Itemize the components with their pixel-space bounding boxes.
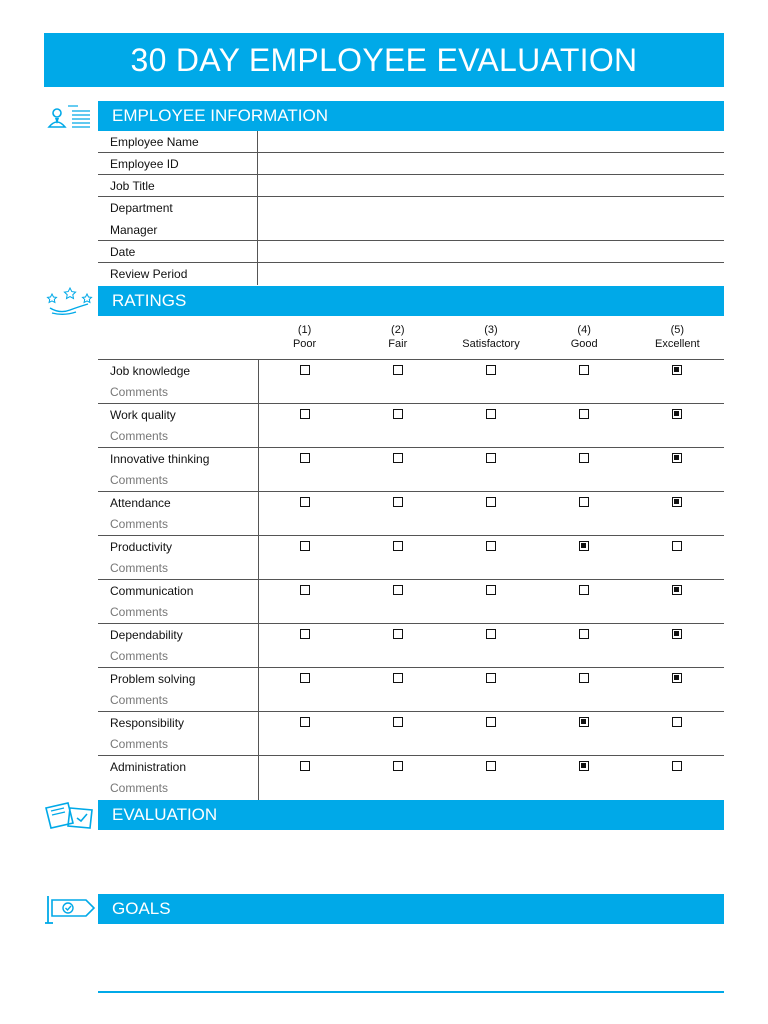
rating-checkbox-1[interactable] <box>300 453 310 463</box>
rating-checkbox-3[interactable] <box>486 585 496 595</box>
info-label: Employee Name <box>98 131 258 152</box>
rating-row <box>98 624 724 668</box>
scale-col-3 <box>444 323 537 359</box>
rating-cell <box>538 409 631 419</box>
section-ratings: RATINGS <box>98 286 724 316</box>
rating-cell <box>538 761 631 771</box>
rating-cell <box>538 717 631 727</box>
rating-checkbox-3[interactable] <box>486 717 496 727</box>
section-employee-information: EMPLOYEE INFORMATION <box>98 101 724 131</box>
department-field[interactable] <box>258 197 724 219</box>
scale-number: (2) <box>391 324 405 336</box>
rating-row <box>98 756 724 800</box>
rating-checkbox-group <box>258 629 724 639</box>
rating-checkbox-2[interactable] <box>393 717 403 727</box>
rating-cell <box>538 541 631 551</box>
rating-cell <box>444 453 537 463</box>
stars-hand-icon <box>44 286 96 316</box>
rating-checkbox-5[interactable] <box>672 541 682 551</box>
rating-cell <box>258 409 351 419</box>
info-label: Job Title <box>98 175 258 196</box>
rating-cell <box>444 365 537 375</box>
scale-label: Satisfactory <box>462 338 520 350</box>
comments-field[interactable]: Comments <box>110 385 169 399</box>
rating-cell <box>351 585 444 595</box>
rating-cell <box>631 717 724 727</box>
rating-cell <box>351 629 444 639</box>
info-label: Review Period <box>98 263 258 285</box>
rating-cell <box>444 761 537 771</box>
rating-checkbox-group <box>258 409 724 419</box>
rating-checkbox-3[interactable] <box>486 673 496 683</box>
review-period-field[interactable] <box>258 263 724 285</box>
rating-criterion-label: Responsibility <box>110 716 185 730</box>
rating-checkbox-3[interactable] <box>486 453 496 463</box>
rating-cell <box>444 585 537 595</box>
rating-checkbox-4[interactable] <box>579 409 589 419</box>
rating-checkbox-5[interactable] <box>672 629 682 639</box>
rating-checkbox-group <box>258 541 724 551</box>
info-row-review-period <box>98 263 724 285</box>
rating-checkbox-3[interactable] <box>486 761 496 771</box>
rating-cell <box>631 497 724 507</box>
rating-cell <box>538 453 631 463</box>
rating-cell <box>258 717 351 727</box>
rating-cell <box>258 453 351 463</box>
rating-checkbox-2[interactable] <box>393 629 403 639</box>
rating-cell <box>258 629 351 639</box>
employee-name-field[interactable] <box>258 131 724 152</box>
rating-cell <box>258 365 351 375</box>
scale-number: (4) <box>577 324 591 336</box>
scale-col-1 <box>258 323 351 359</box>
rating-criterion-label: Problem solving <box>110 672 196 686</box>
rating-cell <box>631 585 724 595</box>
section-goals: GOALS <box>98 894 724 924</box>
rating-checkbox-4[interactable] <box>579 629 589 639</box>
rating-cell <box>631 541 724 551</box>
rating-checkbox-4[interactable] <box>579 453 589 463</box>
scale-label: Good <box>570 338 598 350</box>
rating-checkbox-5[interactable] <box>672 673 682 683</box>
rating-checkbox-3[interactable] <box>486 365 496 375</box>
comments-field[interactable]: Comments <box>110 737 169 751</box>
rating-criterion-label: Job knowledge <box>110 364 191 378</box>
employee-info-table <box>98 131 724 285</box>
rating-cell <box>444 497 537 507</box>
rating-checkbox-1[interactable] <box>300 409 310 419</box>
rating-cell <box>444 673 537 683</box>
rating-cell <box>444 541 537 551</box>
comments-field[interactable]: Comments <box>110 605 169 619</box>
scale-col-2 <box>351 323 444 359</box>
rating-cell <box>351 453 444 463</box>
scale-col-5 <box>631 323 724 359</box>
scale-number: (3) <box>484 324 498 336</box>
manager-field[interactable] <box>258 219 724 240</box>
info-row-employee-id <box>98 153 724 175</box>
goal-flag-icon <box>44 894 96 924</box>
tickets-icon <box>44 800 96 830</box>
rating-checkbox-5[interactable] <box>672 409 682 419</box>
rating-checkbox-2[interactable] <box>393 673 403 683</box>
rating-checkbox-1[interactable] <box>300 497 310 507</box>
rating-checkbox-group <box>258 365 724 375</box>
info-label: Department <box>98 197 258 219</box>
rating-criterion-label: Administration <box>110 760 187 774</box>
comments-field[interactable]: Comments <box>110 781 169 795</box>
rating-cell <box>351 673 444 683</box>
rating-checkbox-1[interactable] <box>300 673 310 683</box>
rating-row <box>98 668 724 712</box>
rating-cell <box>351 541 444 551</box>
rating-cell <box>538 673 631 683</box>
rating-checkbox-3[interactable] <box>486 629 496 639</box>
rating-cell <box>631 629 724 639</box>
rating-checkbox-1[interactable] <box>300 629 310 639</box>
info-row-job-title <box>98 175 724 197</box>
scale-col-4 <box>538 323 631 359</box>
rating-cell <box>538 585 631 595</box>
section-evaluation: EVALUATION <box>98 800 724 830</box>
rating-checkbox-2[interactable] <box>393 761 403 771</box>
scale-number: (1) <box>297 324 312 336</box>
rating-checkbox-1[interactable] <box>300 365 310 375</box>
rating-checkbox-2[interactable] <box>393 497 403 507</box>
rating-checkbox-3[interactable] <box>486 409 496 419</box>
rating-row <box>98 536 724 580</box>
rating-cell <box>631 761 724 771</box>
rating-checkbox-1[interactable] <box>300 717 310 727</box>
rating-cell <box>538 365 631 375</box>
rating-checkbox-2[interactable] <box>393 541 403 551</box>
rating-checkbox-4[interactable] <box>579 365 589 375</box>
rating-checkbox-2[interactable] <box>393 365 403 375</box>
scale-label: Poor <box>292 338 317 350</box>
rating-row <box>98 580 724 624</box>
job-title-field[interactable] <box>258 175 724 196</box>
comments-field[interactable]: Comments <box>110 517 169 531</box>
rating-criterion-label: Productivity <box>110 540 173 554</box>
rating-checkbox-group <box>258 673 724 683</box>
rating-cell <box>351 761 444 771</box>
rating-checkbox-1[interactable] <box>300 761 310 771</box>
rating-cell <box>444 409 537 419</box>
ratings-table <box>98 359 724 800</box>
rating-cell <box>631 453 724 463</box>
rating-checkbox-3[interactable] <box>486 497 496 507</box>
info-row-manager <box>98 219 724 241</box>
comments-field[interactable]: Comments <box>110 649 169 663</box>
goals-bottom-divider <box>98 991 724 993</box>
rating-checkbox-5[interactable] <box>672 497 682 507</box>
rating-checkbox-4[interactable] <box>579 497 589 507</box>
rating-cell <box>258 585 351 595</box>
info-label: Employee ID <box>98 153 258 174</box>
rating-checkbox-4[interactable] <box>579 585 589 595</box>
info-row-employee-name <box>98 131 724 153</box>
comments-field[interactable]: Comments <box>110 473 169 487</box>
scale-label: Fair <box>388 338 408 350</box>
rating-cell <box>258 761 351 771</box>
rating-checkbox-4[interactable] <box>579 673 589 683</box>
rating-checkbox-2[interactable] <box>393 453 403 463</box>
rating-cell <box>351 717 444 727</box>
rating-cell <box>444 629 537 639</box>
rating-row <box>98 360 724 404</box>
date-field[interactable] <box>258 241 724 262</box>
rating-checkbox-2[interactable] <box>393 409 403 419</box>
rating-cell <box>258 541 351 551</box>
rating-cell <box>258 673 351 683</box>
rating-row <box>98 404 724 448</box>
rating-criterion-label: Work quality <box>110 408 176 422</box>
rating-checkbox-4[interactable] <box>579 541 589 551</box>
rating-cell <box>631 365 724 375</box>
rating-checkbox-5[interactable] <box>672 761 682 771</box>
rating-checkbox-5[interactable] <box>672 365 682 375</box>
rating-checkbox-group <box>258 453 724 463</box>
rating-checkbox-group <box>258 761 724 771</box>
scale-number: (5) <box>670 324 685 336</box>
info-row-department <box>98 197 724 219</box>
rating-criterion-label: Communication <box>110 584 194 598</box>
page-title: 30 DAY EMPLOYEE EVALUATION <box>44 33 724 87</box>
rating-row <box>98 448 724 492</box>
rating-checkbox-group <box>258 585 724 595</box>
rating-checkbox-1[interactable] <box>300 585 310 595</box>
rating-checkbox-group <box>258 717 724 727</box>
employee-list-icon <box>44 101 96 131</box>
rating-cell <box>444 717 537 727</box>
rating-criterion-label: Attendance <box>110 496 171 510</box>
rating-cell <box>631 673 724 683</box>
rating-checkbox-3[interactable] <box>486 541 496 551</box>
comments-field[interactable]: Comments <box>110 693 169 707</box>
rating-cell <box>258 497 351 507</box>
employee-id-field[interactable] <box>258 153 724 174</box>
scale-label: Excellent <box>655 338 700 350</box>
rating-checkbox-5[interactable] <box>672 717 682 727</box>
rating-cell <box>538 629 631 639</box>
comments-field[interactable]: Comments <box>110 429 169 443</box>
rating-checkbox-4[interactable] <box>579 761 589 771</box>
rating-cell <box>351 365 444 375</box>
rating-checkbox-5[interactable] <box>672 585 682 595</box>
info-label: Manager <box>98 219 258 240</box>
rating-cell <box>538 497 631 507</box>
rating-cell <box>351 409 444 419</box>
rating-checkbox-5[interactable] <box>672 453 682 463</box>
rating-checkbox-group <box>258 497 724 507</box>
rating-checkbox-4[interactable] <box>579 717 589 727</box>
comments-field[interactable]: Comments <box>110 561 169 575</box>
rating-criterion-label: Dependability <box>110 628 183 642</box>
rating-checkbox-2[interactable] <box>393 585 403 595</box>
rating-row <box>98 492 724 536</box>
rating-checkbox-1[interactable] <box>300 541 310 551</box>
rating-criterion-label: Innovative thinking <box>110 452 210 466</box>
info-label: Date <box>98 241 258 262</box>
info-row-date <box>98 241 724 263</box>
rating-cell <box>631 409 724 419</box>
rating-scale-header <box>258 323 724 359</box>
rating-row <box>98 712 724 756</box>
rating-cell <box>351 497 444 507</box>
